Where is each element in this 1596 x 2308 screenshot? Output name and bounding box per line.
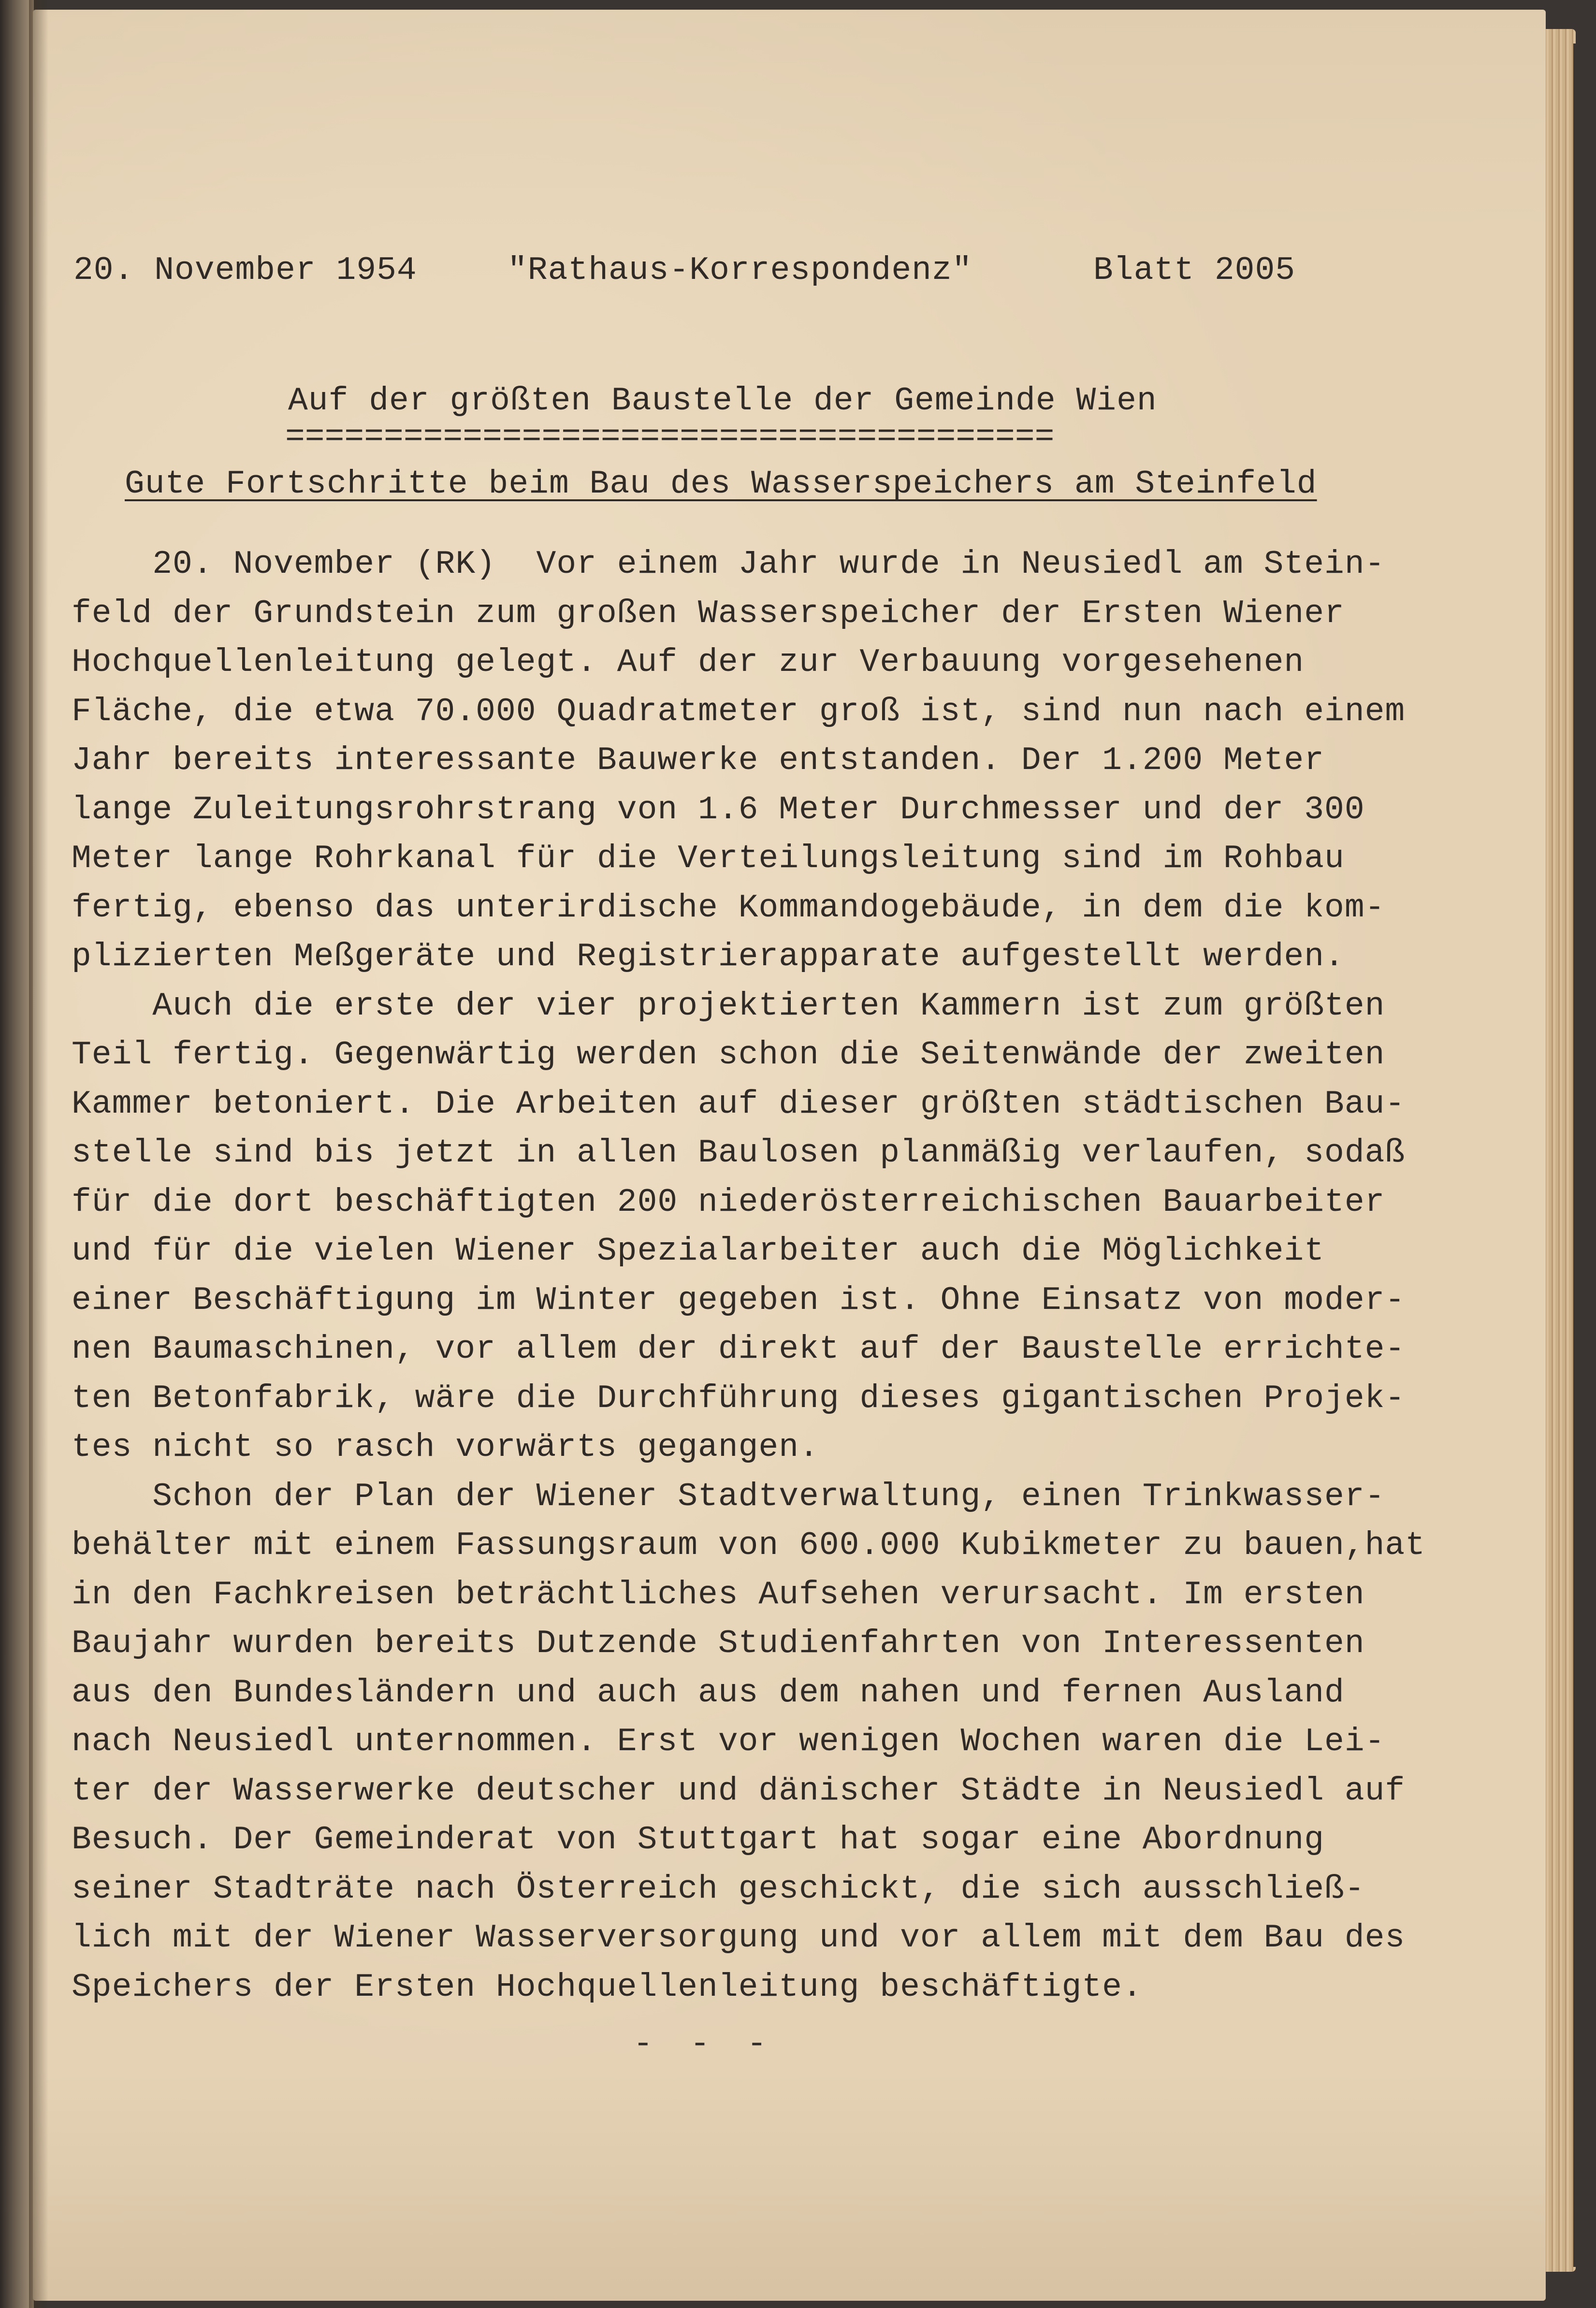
body-line: ten Betonfabrik, wäre die Durchführung dieses gigantischen Projek- (72, 1380, 1406, 1417)
body-line: feld der Grundstein zum großen Wasserspeicher der Ersten Wiener (72, 595, 1345, 632)
header-sheet-number: Blatt 2005 (1093, 252, 1296, 289)
body-line: nach Neusiedl unternommen. Erst vor wenigen Wochen waren die Lei- (72, 1723, 1385, 1760)
body-line: Kammer betoniert. Die Arbeiten auf dieser größten städtischen Bau- (72, 1086, 1406, 1123)
header-publication: "Rathaus-Korrespondenz" (508, 252, 972, 289)
body-line: tes nicht so rasch vorwärts gegangen. (72, 1429, 819, 1466)
body-line: für die dort beschäftigten 200 niederösterreichischen Bauarbeiter (72, 1184, 1385, 1221)
body-line: Besuch. Der Gemeinderat von Stuttgart hat sogar eine Abordnung (72, 1821, 1325, 1858)
body-line: seiner Stadträte nach Österreich geschickt, die sich ausschließ- (72, 1871, 1365, 1908)
body-line: Meter lange Rohrkanal für die Verteilungsleitung sind im Rohbau (72, 840, 1345, 877)
body-line: Speichers der Ersten Hochquellenleitung beschäftigte. (72, 1969, 1143, 2006)
body-line: plizierten Meßgeräte und Registrierapparate aufgestellt werden. (72, 938, 1345, 975)
page-stack-edge (1542, 29, 1576, 2272)
body-line: Hochquellenleitung gelegt. Auf der zur Verbauung vorgesehenen (72, 644, 1305, 681)
body-line: fertig, ebenso das unterirdische Kommandogebäude, in dem die kom- (72, 889, 1385, 927)
end-mark: - - - (633, 2026, 776, 2063)
body-line: Baujahr wurden bereits Dutzende Studienfahrten von Interessenten (72, 1625, 1365, 1662)
body-line: lange Zuleitungsrohrstrang von 1.6 Meter Durchmesser und der 300 (72, 791, 1365, 828)
header-date: 20. November 1954 (73, 252, 417, 289)
background-right (1573, 44, 1596, 2267)
body-line: in den Fachkreisen beträchtliches Aufsehen verursacht. Im ersten (72, 1576, 1365, 1613)
headline-double-rule: ======================================= (285, 419, 1055, 456)
headline: Auf der größten Baustelle der Gemeinde Wien (288, 382, 1157, 420)
body-line: Auch die erste der vier projektierten Kammern ist zum größten (72, 987, 1385, 1025)
body-line: lich mit der Wiener Wasserversorgung und vor allem mit dem Bau des (72, 1919, 1406, 1957)
body-line: Teil fertig. Gegenwärtig werden schon die Seitenwände der zweiten (72, 1036, 1385, 1074)
binding-shadow (29, 0, 48, 2308)
body-line: Jahr bereits interessante Bauwerke entstanden. Der 1.200 Meter (72, 742, 1325, 779)
body-line: und für die vielen Wiener Spezialarbeiter auch die Möglichkeit (72, 1233, 1325, 1270)
body-line: 20. November (RK) Vor einem Jahr wurde in Neusiedl am Stein- (72, 546, 1385, 583)
body-line: aus den Bundesländern und auch aus dem nahen und fernen Ausland (72, 1674, 1345, 1712)
body-line: nen Baumaschinen, vor allem der direkt auf der Baustelle errichte- (72, 1331, 1406, 1368)
body-line: Schon der Plan der Wiener Stadtverwaltung, einen Trinkwasser- (72, 1478, 1385, 1515)
body-line: ter der Wasserwerke deutscher und dänischer Städte in Neusiedl auf (72, 1772, 1406, 1810)
body-line: stelle sind bis jetzt in allen Baulosen planmäßig verlaufen, sodaß (72, 1134, 1406, 1172)
subheadline: Gute Fortschritte beim Bau des Wasserspeichers am Steinfeld (125, 465, 1317, 503)
body-line: einer Beschäftigung im Winter gegeben ist. Ohne Einsatz von moder- (72, 1282, 1406, 1319)
body-line: behälter mit einem Fassungsraum von 600.000 Kubikmeter zu bauen,hat (72, 1527, 1426, 1564)
body-line: Fläche, die etwa 70.000 Quadratmeter groß ist, sind nun nach einem (72, 693, 1406, 730)
